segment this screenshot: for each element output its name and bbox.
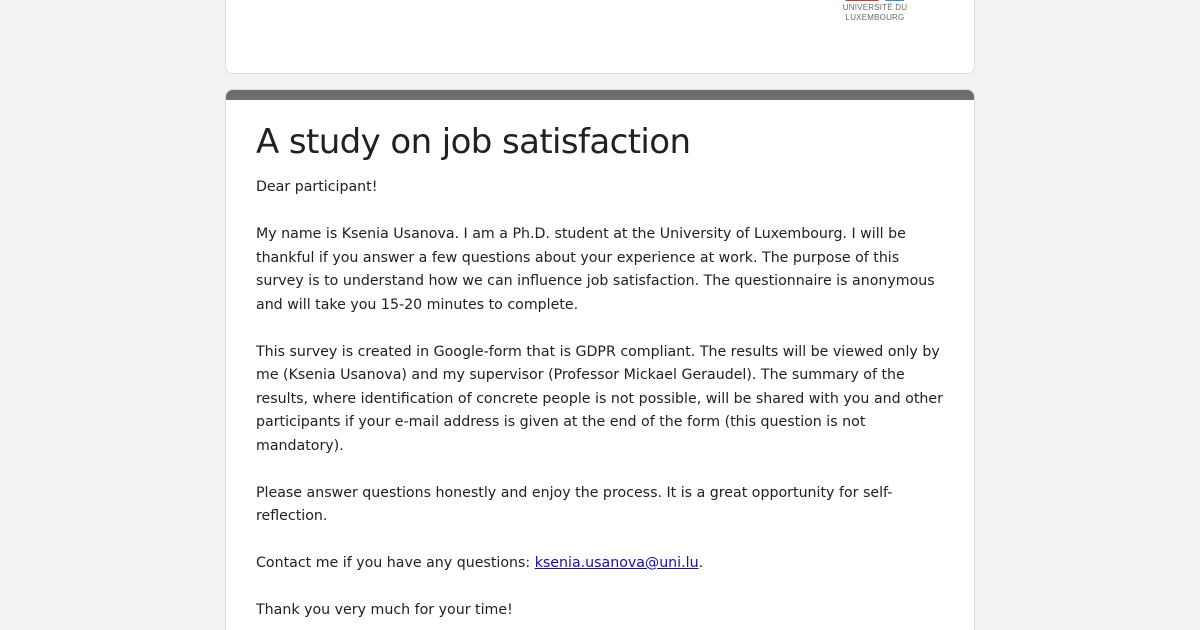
contact-suffix: . [698, 555, 704, 571]
privacy-paragraph: This survey is created in Google-form that is GDPR compliant. The results will be viewed only by me (Ksenia Usanova) and my supervisor (Professor Mickael Geraudel). The summary of the results, where identification of concrete people is not possible, will be shared with you and other participants if your e-mail address is given at the end of the form (this question is not mandatory). [256, 343, 943, 454]
contact-paragraph [256, 552, 946, 576]
logo-text [840, 3, 910, 23]
contact-email-link[interactable]: ksenia.usanova@uni.lu [534, 555, 699, 571]
form-description [256, 120, 946, 630]
form-accent-bar [226, 90, 974, 100]
logo-text-line2: LUXEMBOURG [845, 13, 905, 22]
university-logo [840, 0, 910, 31]
header-banner-card [225, 0, 975, 74]
logo-blue-block [884, 0, 904, 1]
honesty-paragraph: Please answer questions honestly and enjoy the process. It is a great opportunity for self-reflection. [256, 484, 893, 524]
form-header-card [225, 89, 975, 630]
form-title: A study on job satisfaction [256, 122, 691, 162]
logo-text-line1: UNIVERSITÉ DU [842, 3, 908, 12]
intro-paragraph: My name is Ksenia Usanova. I am a Ph.D. student at the University of Luxembourg. I will be thankful if you answer a few questions about your experience at work. The purpose of this survey is to understand how we can influence job satisfaction. The questionnaire is anonymous and will take you 15-20 minutes to complete. [256, 226, 935, 313]
contact-prefix: Contact me if you have any questions: [256, 555, 535, 571]
thanks-text: Thank you very much for your time! [256, 602, 513, 618]
logo-red-block [844, 0, 880, 1]
greeting-text: Dear participant! [256, 179, 378, 195]
